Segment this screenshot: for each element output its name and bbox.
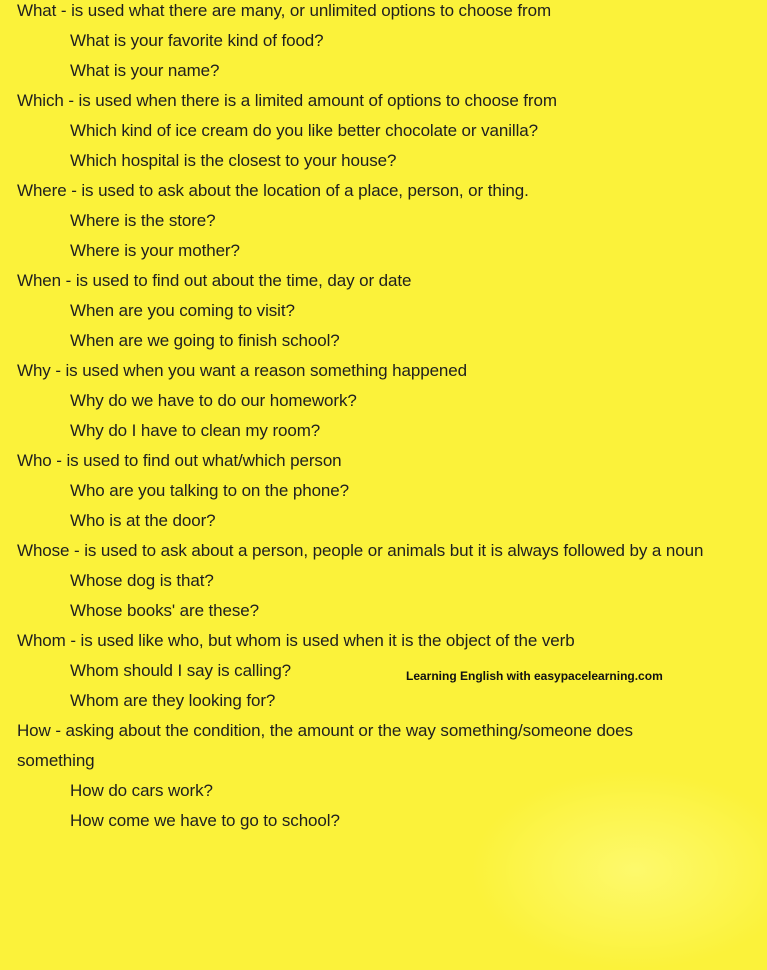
example-what-1: What is your favorite kind of food? — [70, 31, 324, 50]
example-whom-2: Whom are they looking for? — [70, 691, 276, 710]
definition-why: Why - is used when you want a reason something happened — [17, 361, 467, 380]
example-who-2: Who is at the door? — [70, 511, 216, 530]
example-how-2: How come we have to go to school? — [70, 811, 340, 830]
example-why-2: Why do I have to clean my room? — [70, 421, 321, 440]
definition-where: Where - is used to ask about the location of a place, person, or thing. — [17, 181, 529, 200]
watermark-text: Learning English with easypacelearning.com — [406, 669, 663, 683]
example-why-1: Why do we have to do our homework? — [70, 391, 357, 410]
example-whose-1: Whose dog is that? — [70, 571, 214, 590]
definition-how-continued: something — [17, 751, 95, 770]
example-what-2: What is your name? — [70, 61, 220, 80]
example-how-1: How do cars work? — [70, 781, 213, 800]
definition-how: How - asking about the condition, the amount or the way something/someone does — [17, 721, 633, 740]
example-where-2: Where is your mother? — [70, 241, 240, 260]
background-glow — [470, 770, 767, 970]
definition-who: Who - is used to find out what/which person — [17, 451, 342, 470]
definition-whose: Whose - is used to ask about a person, people or animals but it is always followed by a noun — [17, 541, 704, 560]
example-which-2: Which hospital is the closest to your house? — [70, 151, 397, 170]
definition-which: Which - is used when there is a limited amount of options to choose from — [17, 91, 557, 110]
example-who-1: Who are you talking to on the phone? — [70, 481, 349, 500]
definition-what: What - is used what there are many, or unlimited options to choose from — [17, 1, 552, 20]
definition-whom: Whom - is used like who, but whom is used when it is the object of the verb — [17, 631, 575, 650]
example-when-2: When are we going to finish school? — [70, 331, 340, 350]
definition-when: When - is used to find out about the time, day or date — [17, 271, 412, 290]
example-which-1: Which kind of ice cream do you like better chocolate or vanilla? — [70, 121, 538, 140]
example-when-1: When are you coming to visit? — [70, 301, 295, 320]
example-where-1: Where is the store? — [70, 211, 216, 230]
example-whom-1: Whom should I say is calling? — [70, 661, 292, 680]
example-whose-2: Whose books' are these? — [70, 601, 260, 620]
